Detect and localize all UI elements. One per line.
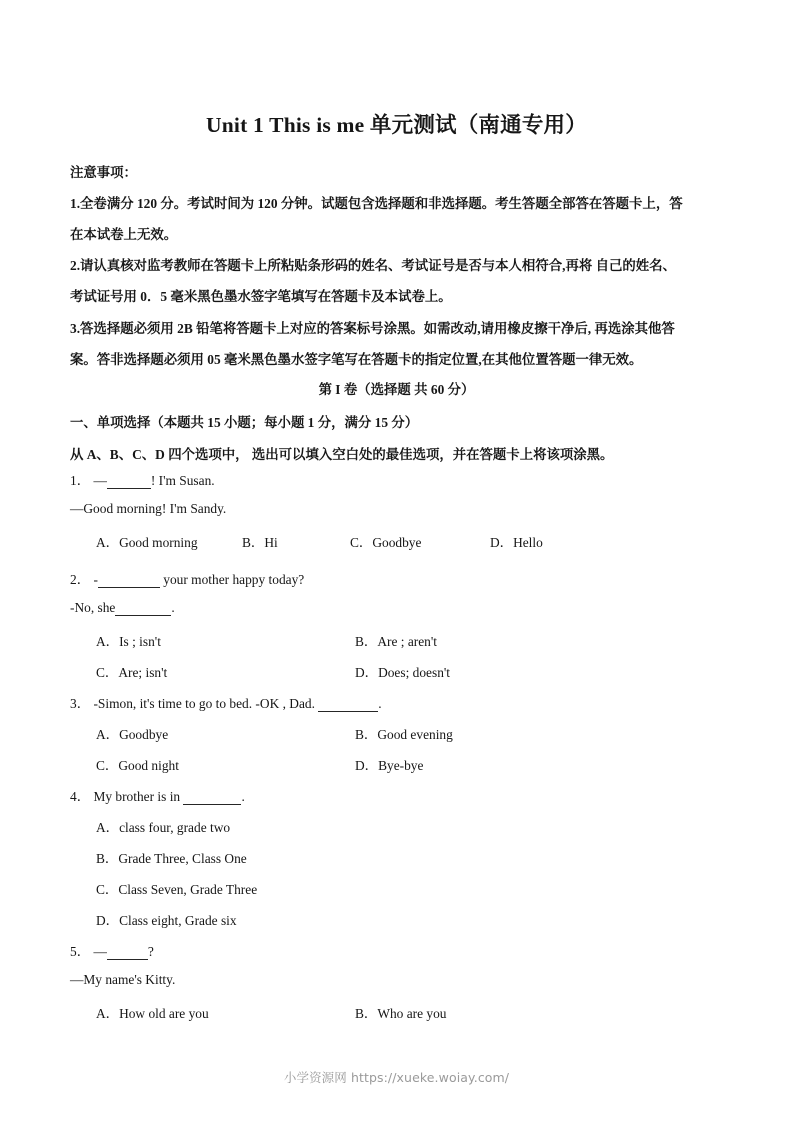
question-3-stem-prefix: -Simon, it's time to go to bed. -OK , Dad.: [93, 696, 319, 711]
notice-heading: 注意事项：: [70, 165, 137, 180]
question-2-stem: [70, 569, 304, 588]
option-text: Are; isn't: [118, 665, 168, 680]
question-5-continuation: —My name's Kitty.: [70, 972, 176, 987]
notice-item-3-line-2: 案。答非选择题必须用 05 毫米黑色墨水签字笔写在答题卡的指定位置,在其他位置答题一律无效。: [70, 352, 643, 367]
option-text: class four, grade two: [119, 820, 231, 835]
question-1-number: 1．: [70, 473, 91, 488]
option-text: Bye-bye: [378, 758, 424, 773]
question-3-stem: [70, 693, 382, 712]
question-1-stem-prefix: —: [93, 473, 107, 488]
option-text: Hello: [513, 535, 543, 550]
option-text: How old are you: [119, 1006, 209, 1021]
question-4-number: 4．: [70, 789, 91, 804]
question-2-option-c[interactable]: [96, 662, 167, 681]
option-letter: B．: [96, 851, 119, 866]
option-text: Does; doesn't: [378, 665, 451, 680]
question-2-option-d[interactable]: [355, 662, 450, 681]
question-5-stem: [70, 941, 154, 960]
question-2-option-b[interactable]: [355, 631, 437, 650]
option-text: Goodbye: [372, 535, 422, 550]
page-title: Unit 1 This is me 单元测试（南通专用）: [206, 113, 587, 137]
option-letter: C．: [96, 882, 119, 897]
option-letter: A．: [96, 535, 120, 550]
notice-item-2-line-2: 考试证号用 0．5 毫米黑色墨水签字笔填写在答题卡及本试卷上。: [70, 289, 452, 304]
option-text: Is ; isn't: [119, 634, 161, 649]
paper-part-heading: 第 I 卷（选择题 共 60 分）: [318, 382, 475, 397]
question-3-option-a[interactable]: [96, 724, 168, 743]
option-letter: A．: [96, 634, 120, 649]
notice-item-1-line-1: 1.全卷满分 120 分。考试时间为 120 分钟。试题包含选择题和非选择题。考生答题全部答在答题卡上，答: [70, 196, 683, 211]
notice-item-2-line-1: 2.请认真核对监考教师在答题卡上所粘贴条形码的姓名、考试证号是否与本人相符合,再将 自己的姓名、: [70, 258, 676, 273]
question-1-blank: [107, 475, 151, 489]
question-4-blank: [183, 791, 241, 805]
question-2-continuation-suffix: .: [171, 600, 175, 615]
footer-watermark: 小学资源网 https://xueke.woiay.com/: [283, 1070, 510, 1085]
question-4-stem: [70, 786, 245, 805]
question-1-option-b[interactable]: [242, 532, 278, 551]
question-3-number: 3．: [70, 696, 91, 711]
option-letter: B．: [355, 634, 378, 649]
option-text: Are ; aren't: [377, 634, 437, 649]
option-text: Who are you: [377, 1006, 447, 1021]
option-text: Class Seven, Grade Three: [118, 882, 258, 897]
question-3-blank: [318, 698, 378, 712]
question-1-option-d[interactable]: [490, 532, 543, 551]
question-4-stem-prefix: My brother is in: [93, 789, 184, 804]
option-text: Class eight, Grade six: [119, 913, 237, 928]
option-letter: D．: [355, 665, 379, 680]
question-3-stem-suffix: .: [378, 696, 382, 711]
question-1-option-c[interactable]: [350, 532, 421, 551]
question-3-option-d[interactable]: [355, 755, 423, 774]
question-5-option-a[interactable]: [96, 1003, 209, 1022]
question-2-answer-blank: [115, 602, 171, 616]
question-2-continuation-prefix: -No, she: [70, 600, 116, 615]
question-4-option-c[interactable]: [96, 879, 257, 898]
question-1-option-a[interactable]: [96, 532, 198, 551]
question-1-stem: [70, 470, 215, 489]
option-letter: A．: [96, 727, 120, 742]
question-4-stem-suffix: .: [241, 789, 245, 804]
option-text: Good night: [118, 758, 179, 773]
question-2-number: 2．: [70, 572, 91, 587]
question-3-option-c[interactable]: [96, 755, 179, 774]
option-text: Good evening: [377, 727, 453, 742]
option-text: Grade Three, Class One: [118, 851, 247, 866]
option-letter: D．: [490, 535, 514, 550]
option-letter: C．: [96, 758, 119, 773]
option-letter: B．: [355, 727, 378, 742]
option-text: Good morning: [119, 535, 198, 550]
question-5-option-b[interactable]: [355, 1003, 447, 1022]
question-4-option-a[interactable]: [96, 817, 230, 836]
question-4-option-b[interactable]: [96, 848, 247, 867]
notice-item-1-line-2: 在本试卷上无效。: [70, 227, 178, 242]
option-text: Goodbye: [119, 727, 169, 742]
question-5-number: 5．: [70, 944, 91, 959]
option-letter: C．: [350, 535, 373, 550]
option-text: Hi: [264, 535, 278, 550]
option-letter: D．: [96, 913, 120, 928]
section-heading-multiple-choice: 一、单项选择（本题共 15 小题；每小题 1 分，满分 15 分）: [70, 415, 419, 430]
question-5-blank: [107, 946, 148, 960]
question-5-stem-suffix: ?: [147, 944, 154, 959]
option-letter: B．: [355, 1006, 378, 1021]
question-1-stem-suffix: ! I'm Susan.: [150, 473, 215, 488]
option-letter: C．: [96, 665, 119, 680]
section-instruction: 从 A、B、C、D 四个选项中， 选出可以填入空白处的最佳选项，并在答题卡上将该项涂黑。: [70, 447, 614, 462]
option-letter: A．: [96, 1006, 120, 1021]
option-letter: A．: [96, 820, 120, 835]
question-4-option-d[interactable]: [96, 910, 237, 929]
notice-item-3-line-1: 3.答选择题必须用 2B 铅笔将答题卡上对应的答案标号涂黑。如需改动,请用橡皮擦干净后, 再选涂其他答: [70, 321, 675, 336]
option-letter: B．: [242, 535, 265, 550]
question-2-blank: [98, 574, 160, 588]
question-5-stem-prefix: —: [93, 944, 107, 959]
question-3-option-b[interactable]: [355, 724, 453, 743]
question-1-continuation: —Good morning! I'm Sandy.: [70, 501, 227, 516]
question-2-option-a[interactable]: [96, 631, 161, 650]
question-2-continuation: [70, 600, 175, 616]
question-2-stem-prefix: -: [93, 572, 98, 587]
question-2-stem-suffix: your mother happy today?: [163, 572, 305, 587]
option-letter: D．: [355, 758, 379, 773]
